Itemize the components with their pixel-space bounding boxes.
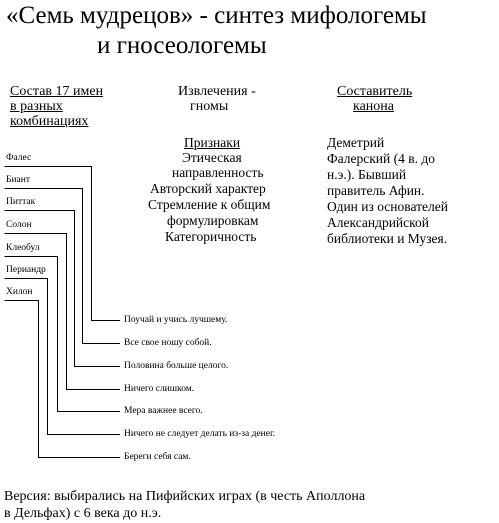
footer-line-2: в Дельфах) с 6 века до н.э.	[4, 506, 162, 521]
connector-line	[5, 301, 121, 458]
compiler-info-line: Один из основателей	[327, 199, 448, 214]
composition-header-line-3: комбинациях	[10, 114, 89, 129]
connector-line	[5, 257, 121, 412]
saying: Все свое ношу собой.	[124, 338, 212, 348]
feature-line: направленность	[172, 165, 264, 180]
saying: Ничего слишком.	[124, 384, 195, 394]
feature-line: Стремление к общим	[148, 197, 271, 212]
title-line-2: и гносеологемы	[97, 32, 267, 59]
feature-line: Этическая	[182, 150, 242, 165]
sage-name: Солон	[6, 220, 32, 230]
features-heading: Признаки	[184, 135, 241, 150]
extracts-header-line-1: Извлечения -	[178, 84, 256, 99]
saying: Береги себя сам.	[124, 452, 191, 462]
sage-name: Хилон	[6, 287, 33, 297]
extracts-header-line-2: гномы	[190, 99, 229, 114]
composition-header-line-2: в разных	[10, 99, 63, 114]
title-line-1: «Семь мудрецов» - синтез мифологемы	[6, 2, 427, 29]
compiler-header-line-2: канона	[353, 99, 395, 114]
compiler-info-line: Фалерский (4 в. до	[327, 151, 435, 166]
compiler-info-line: н.э.). Бывший	[327, 167, 407, 182]
sage-name: Периандр	[6, 265, 46, 275]
feature-line: формулировкам	[167, 213, 259, 228]
saying: Ничего не следует делать из-за денег.	[124, 429, 276, 439]
sage-name: Питтак	[6, 197, 36, 207]
sage-name: Фалес	[6, 153, 32, 163]
compiler-info-line: Деметрий	[327, 135, 385, 150]
footer-line-1: Версия: выбирались на Пифийских играх (в честь Аполлона	[4, 489, 366, 504]
compiler-info-line: библиотеки и Музея.	[327, 231, 448, 246]
feature-line: Авторский характер	[150, 181, 266, 196]
saying: Половина больше целого.	[124, 361, 229, 371]
compiler-info-line: правитель Афин.	[327, 183, 425, 198]
saying: Поучай и учись лучшему.	[124, 315, 228, 325]
composition-header-line-1: Состав 17 имен	[10, 84, 104, 99]
sage-name: Клеобул	[6, 243, 40, 253]
compiler-header-line-1: Составитель	[337, 84, 413, 99]
saying: Мера важнее всего.	[124, 406, 203, 416]
compiler-info-line: Александрийской	[327, 215, 429, 230]
feature-line: Категоричность	[165, 229, 257, 244]
sage-name: Биант	[6, 175, 30, 185]
